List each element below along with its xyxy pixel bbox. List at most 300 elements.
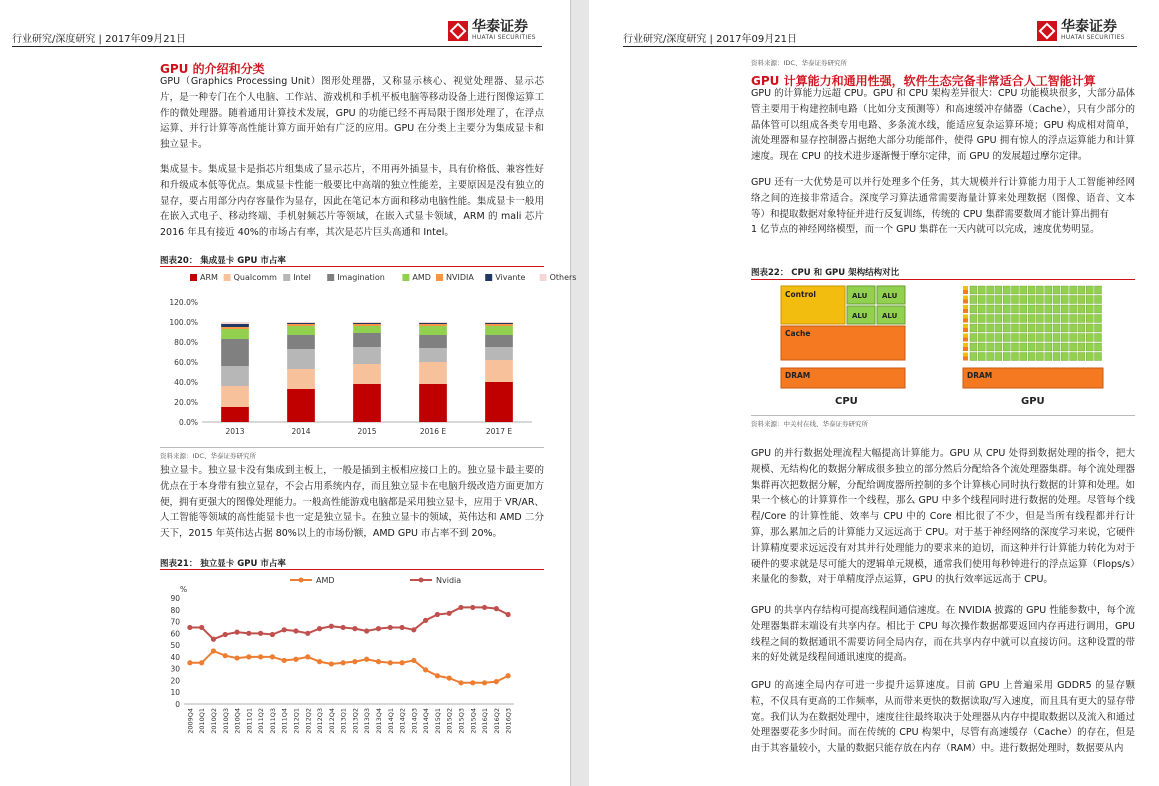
gpu-alu-cell [987, 334, 994, 342]
para5 [751, 678, 1135, 757]
gpu-cache-cell [963, 319, 968, 323]
x-tick-label: 2010Q2 [209, 708, 218, 734]
data-point [399, 660, 404, 665]
bar-segment [221, 327, 249, 329]
gpu-alu-cell [1086, 305, 1093, 313]
gpu-core-grid [963, 286, 1102, 361]
para4 [751, 603, 1135, 666]
gpu-alu-cell [1012, 334, 1019, 342]
data-point [447, 675, 452, 680]
bar-segment [419, 322, 447, 323]
data-point [494, 606, 499, 611]
gpu-alu-cell [978, 324, 985, 332]
data-point [341, 660, 346, 665]
gpu-alu-cell [1045, 334, 1052, 342]
y-tick-label: 20 [170, 676, 180, 686]
gpu-alu-cell [1053, 296, 1060, 304]
y-tick-label: 60 [170, 629, 180, 639]
intro-paragraph [160, 74, 544, 153]
para2 [751, 175, 1135, 238]
x-tick-label: 2010Q4 [233, 708, 242, 734]
gpu-alu-cell [1036, 324, 1043, 332]
discrete-paragraph [160, 463, 544, 542]
gpu-alu-cell [978, 286, 985, 294]
x-tick-label: 2011Q3 [268, 708, 277, 734]
gpu-alu-cell [1020, 305, 1027, 313]
para1-text: GPU 的计算能力远超 CPU。GPU 和 CPU 架构差异很大：CPU 功能模块很多，大部分晶体管主要用于构建控制电路（比如分支预测等）和高速缓冲存储器（Cache），只有少部分的晶体管可以组成各类专用电路、多条流水线，能适应复杂运算环境；GPU 构成相对简单，流处理器和显存控制器占据绝大部分功能部件，使得 GPU 拥有惊人的浮点运算能力和计算速度。现在 CPU 的技术进步逐渐慢于摩尔定律，而 GPU 的发展超过摩尔定律。 [751, 88, 1135, 163]
gpu-alu-cell [995, 296, 1002, 304]
x-tick-label: 2015 [357, 427, 377, 436]
data-point [282, 627, 287, 632]
dram-label: DRAM [785, 371, 811, 380]
bar-segment [221, 407, 249, 422]
gpu-alu-cell [1086, 315, 1093, 323]
gpu-alu-cell [1086, 334, 1093, 342]
data-point [317, 626, 322, 631]
bar-segment [287, 326, 315, 335]
logo-cn: 华泰证券 [1061, 19, 1117, 35]
y-tick-label: 60.0% [174, 358, 198, 367]
gpu-alu-cell [1078, 324, 1085, 332]
bar-segment [353, 364, 381, 384]
figure20-bottom-rule [160, 447, 544, 448]
header-text-right: 行业研究/深度研究 | 2017年09月21日 [623, 34, 797, 45]
bar-segment [419, 326, 447, 335]
gpu-alu-cell [970, 296, 977, 304]
data-point [211, 637, 216, 642]
gpu-alu-cell [1061, 296, 1068, 304]
gpu-alu-cell [1053, 324, 1060, 332]
gpu-alu-cell [1036, 286, 1043, 294]
data-point [470, 680, 475, 685]
gpu-alu-cell [1095, 353, 1102, 361]
bar-segment [485, 347, 513, 360]
gpu-alu-cell [1036, 315, 1043, 323]
figure20-title: 图表20： 集成显卡 GPU 市占率 [160, 256, 286, 266]
x-tick-label: 2012Q1 [292, 708, 301, 734]
gpu-cache-cell [963, 357, 968, 361]
y-tick-label: 80 [170, 605, 180, 615]
alu-label: ALU [882, 292, 898, 300]
legend-label: Qualcomm [233, 273, 277, 282]
gpu-alu-cell [1086, 353, 1093, 361]
data-point [234, 630, 239, 635]
data-point [470, 605, 475, 610]
gpu-alu-cell [1012, 305, 1019, 313]
header-rule-right [623, 46, 1137, 47]
gpu-alu-cell [1086, 296, 1093, 304]
x-tick-label: 2014 [291, 427, 311, 436]
bar-segment [353, 347, 381, 364]
y-tick-label: 90 [170, 594, 180, 603]
gpu-alu-cell [987, 305, 994, 313]
bar-segment [287, 335, 315, 349]
para4-text: GPU 的共享内存结构可提高线程间通信速度。在 NVIDIA 披露的 GPU 性能参数中，每个流处理器集群末端设有共享内存。相比于 CPU 每次操作数据都要返回内存再进行调用，GPU 线程之间的数据通讯不需要访问全局内存，而在共享内存中就可以直接访问。这种设置的带来的好处就是线程间通讯速度的提高。 [751, 605, 1135, 664]
gpu-alu-cell [987, 296, 994, 304]
bar-segment [353, 324, 381, 326]
gpu-cache-cell [963, 290, 968, 294]
data-point [223, 653, 228, 658]
x-tick-label: 2009Q4 [186, 708, 195, 734]
gpu-alu-cell [987, 324, 994, 332]
x-tick-label: 2013Q3 [363, 708, 372, 734]
gpu-alu-cell [1086, 343, 1093, 351]
gpu-alu-cell [1095, 334, 1102, 342]
bar-segment [419, 324, 447, 326]
para3 [751, 446, 1135, 588]
data-point [246, 654, 251, 659]
bar-segment [419, 348, 447, 362]
x-tick-label: 2016 E [419, 427, 447, 436]
gpu-alu-cell [1053, 353, 1060, 361]
gpu-alu-cell [1086, 324, 1093, 332]
legend-swatch [436, 274, 443, 281]
data-point [305, 631, 310, 636]
y-tick-label: 40.0% [174, 378, 198, 387]
gpu-alu-cell [987, 315, 994, 323]
data-point [305, 654, 310, 659]
legend-swatch [283, 274, 290, 281]
data-point [447, 611, 452, 616]
gpu-alu-cell [1036, 305, 1043, 313]
x-tick-label: 2014Q4 [422, 708, 431, 734]
data-point [376, 626, 381, 631]
x-tick-label: 2016Q3 [504, 708, 513, 734]
bar-segment [221, 329, 249, 339]
figure22-bottom-rule [751, 415, 1135, 416]
bar-segment [287, 369, 315, 389]
gpu-alu-cell [1036, 353, 1043, 361]
y-tick-label: 0.0% [178, 418, 198, 427]
bar-segment [485, 323, 513, 324]
data-point [411, 658, 416, 663]
bar-segment [353, 326, 381, 333]
huatai-logo-icon [448, 21, 468, 41]
y-tick-label: 50 [170, 641, 180, 651]
gpu-alu-cell [1028, 286, 1035, 294]
data-point [293, 657, 298, 662]
para5-text: GPU 的高速全局内存可进一步提升运算速度。目前 GPU 上普遍采用 GDDR5 的显存颗粒，不仅具有更高的工作频率，从而带来更快的数据读取/写入速度，而且具有更大的显存带宽。我们认为在数据处理中，速度往往最终取决于处理器从内存中提取数据以及流入和通过处理器要花多少时间。而在传统的 CPU 构架中，尽管有高速缓存（Cache）的存在，但是由于其容量较小，大量的数据只能存放在内存（RAM）中。进行数据处理时，数据要从内 [751, 680, 1135, 755]
bar-segment [419, 335, 447, 348]
gpu-alu-cell [995, 353, 1002, 361]
data-point [435, 673, 440, 678]
left-page [0, 0, 577, 786]
y-tick-label: 20.0% [174, 398, 198, 407]
gpu-alu-cell [1061, 353, 1068, 361]
gpu-alu-cell [1095, 315, 1102, 323]
gpu-alu-cell [1020, 286, 1027, 294]
data-point [482, 680, 487, 685]
huatai-logo-icon [1037, 21, 1057, 41]
y-tick-label: 40 [170, 652, 180, 662]
gpu-alu-cell [1045, 353, 1052, 361]
data-point [282, 658, 287, 663]
gpu-alu-cell [1053, 343, 1060, 351]
gpu-alu-cell [1003, 353, 1010, 361]
huatai-logo [448, 20, 536, 41]
legend-label: Vivante [495, 273, 526, 282]
gpu-alu-cell [1078, 315, 1085, 323]
gpu-alu-cell [978, 296, 985, 304]
bar-segment [485, 324, 513, 326]
data-point [364, 628, 369, 633]
gpu-cache-cell [963, 328, 968, 332]
gpu-label: GPU [1021, 396, 1045, 407]
bar-segment [287, 324, 315, 326]
data-point [258, 654, 263, 659]
gpu-alu-cell [1036, 334, 1043, 342]
data-point [329, 661, 334, 666]
y-axis-label: % [180, 585, 188, 594]
bar-segment [419, 384, 447, 422]
gpu-cache-cell [963, 338, 968, 342]
intro-text: GPU（Graphics Processing Unit）图形处理器，又称显示核心、视觉处理器、显示芯片，是一种专门在个人电脑、工作站、游戏机和手机平板电脑等移动设备上进行图像运算工作的微处理器。随着通用计算技术发展，GPU 的功能已经不再局限于图形处理了，在浮点运算、并行计算等高性能计算方面开始有广泛的应用。GPU 在分类上主要分为集成显卡和独立显卡。 [160, 76, 544, 151]
data-point [199, 625, 204, 630]
gpu-alu-cell [970, 343, 977, 351]
gpu-alu-cell [1028, 343, 1035, 351]
gpu-alu-cell [1078, 305, 1085, 313]
gpu-alu-cell [1003, 324, 1010, 332]
bar-segment [221, 366, 249, 386]
x-tick-label: 2016Q2 [492, 708, 501, 734]
gpu-alu-cell [1028, 324, 1035, 332]
control-label: Control [785, 290, 817, 299]
data-point [423, 667, 428, 672]
figure20-source: 资料来源：IDC、华泰证券研究所 [160, 452, 256, 460]
gpu-alu-cell [1078, 296, 1085, 304]
x-tick-label: 2015Q3 [457, 708, 466, 734]
gpu-alu-cell [1003, 296, 1010, 304]
gpu-alu-cell [995, 286, 1002, 294]
x-tick-label: 2012Q3 [316, 708, 325, 734]
gpu-alu-cell [1012, 353, 1019, 361]
bar-segment [287, 322, 315, 323]
data-point [223, 632, 228, 637]
legend-marker [299, 578, 304, 583]
legend-label: AMD [316, 576, 335, 585]
gpu-alu-cell [1061, 334, 1068, 342]
gpu-alu-cell [1028, 305, 1035, 313]
legend-swatch [190, 274, 197, 281]
gpu-alu-cell [1061, 286, 1068, 294]
para1 [751, 86, 1135, 165]
gpu-alu-cell [970, 286, 977, 294]
gpu-alu-cell [978, 315, 985, 323]
bar-segment [353, 384, 381, 422]
bar-segment [221, 322, 249, 324]
figure22-source: 资料来源：中关村在线、华泰证券研究所 [751, 420, 868, 428]
data-point [246, 631, 251, 636]
gpu-alu-cell [978, 353, 985, 361]
gpu-alu-cell [970, 315, 977, 323]
alu-label: ALU [882, 312, 898, 320]
para2b-text: 1 亿节点的神经网络模型，而一个 GPU 集群在一天内就可以完成，速度优势明显。 [751, 224, 1100, 236]
gpu-cache-cell [963, 309, 968, 313]
data-point [352, 626, 357, 631]
gpu-alu-cell [1012, 296, 1019, 304]
gpu-alu-cell [1003, 286, 1010, 294]
bar-segment [353, 333, 381, 347]
gpu-alu-cell [1028, 334, 1035, 342]
gpu-alu-cell [1003, 343, 1010, 351]
gpu-alu-cell [1012, 324, 1019, 332]
gpu-alu-cell [995, 334, 1002, 342]
bar-segment [221, 324, 249, 327]
bar-segment [485, 335, 513, 347]
legend-swatch [327, 274, 334, 281]
bar-segment [419, 362, 447, 384]
data-point [211, 648, 216, 653]
gpu-alu-cell [1070, 353, 1077, 361]
legend-swatch [485, 274, 492, 281]
cpu-label: CPU [835, 396, 858, 407]
data-point [388, 660, 393, 665]
x-tick-label: 2010Q1 [198, 708, 207, 734]
figure22-rule [751, 279, 1135, 280]
x-tick-label: 2011Q2 [257, 708, 266, 734]
y-tick-label: 0 [175, 700, 180, 709]
y-tick-label: 80.0% [174, 338, 198, 347]
legend-swatch [224, 274, 231, 281]
gpu-cache-cell [963, 300, 968, 304]
bar-segment [485, 382, 513, 422]
y-tick-label: 30 [170, 664, 180, 674]
gpu-alu-cell [1036, 296, 1043, 304]
logo-cn: 华泰证券 [472, 19, 528, 35]
para3-text: GPU 的并行数据处理流程大幅提高计算能力。GPU 从 CPU 处得到数据处理的指令，把大规模、无结构化的数据分解成很多独立的部分然后分配给各个流处理器集群。每个流处理器集群再次把数据分解，分配给调度器所控制的多个计算核心同时执行数据的计算和处理。如果一个核心的计算算作一个线程，那么 GPU 中多个线程同时进行数据的处理。尽管每个线程/Core 的计算性能、效率与 CPU 中的 Core 相比很了不少，但是当所有线程都并行计算，那么累加之后的计算能力又远远高于 CPU。对于基于神经网络的深度学习来说，它硬件计算精度要求远远没有对其并行处理能力的要求来的迫切，而这种并行计算能力转化为对于硬件的要求就是尽可能大的逻辑单元规模，通常我们使用每秒钟进行的浮点运算（Flops/s）来量化的参数，对于单精度浮点运算，GPU 的执行效率远远高于 CPU。 [751, 448, 1135, 586]
gpu-alu-cell [995, 305, 1002, 313]
x-tick-label: 2011Q1 [245, 708, 254, 734]
gpu-alu-cell [1020, 353, 1027, 361]
gpu-cache-cell [963, 347, 968, 351]
gpu-alu-cell [1003, 305, 1010, 313]
x-tick-label: 2013Q4 [374, 708, 383, 734]
x-tick-label: 2013Q1 [339, 708, 348, 734]
gpu-alu-cell [1045, 343, 1052, 351]
bar-segment [485, 322, 513, 323]
gpu-alu-cell [1070, 315, 1077, 323]
data-point [270, 632, 275, 637]
gpu-alu-cell [987, 343, 994, 351]
gpu-alu-cell [1028, 353, 1035, 361]
integrated-text: 集成显卡。集成显卡是指芯片组集成了显示芯片，不用再外插显卡，具有价格低、兼容性好和升级成本低等优点。集成显卡性能一般要比中高端的独立性能差，主要原因是没有独立的显存，要占用部分内存容量作为显存，因此在笔记本方面和移动电脑性能。集成显卡一般用在嵌入式电子、移动终端、手机射频芯片等领域，在嵌入式显卡领域，ARM 的 mali 芯片 2016 年具有接近 40%的市场占有率，其次是芯片巨头高通和 Intel。 [160, 164, 544, 239]
legend-label: Nvidia [436, 576, 462, 585]
gpu-alu-cell [1078, 286, 1085, 294]
gpu-alu-cell [1020, 324, 1027, 332]
x-tick-label: 2010Q3 [221, 708, 230, 734]
bar-segment [221, 386, 249, 407]
gpu-alu-cell [995, 324, 1002, 332]
gpu-alu-cell [978, 305, 985, 313]
integrated-paragraph [160, 162, 544, 241]
bar-segment [221, 339, 249, 366]
alu-label: ALU [852, 292, 868, 300]
gpu-alu-cell [1086, 286, 1093, 294]
legend-swatch [540, 274, 547, 281]
legend-label: Intel [293, 273, 311, 282]
bar-segment [353, 322, 381, 323]
data-point [341, 625, 346, 630]
right-page [589, 0, 1159, 786]
x-tick-label: 2015Q2 [445, 708, 454, 734]
gpu-alu-cell [1053, 305, 1060, 313]
data-point [399, 625, 404, 630]
gpu-alu-cell [1012, 286, 1019, 294]
page-gutter [570, 0, 590, 786]
y-tick-label: 100.0% [169, 318, 198, 327]
x-tick-label: 2014Q1 [386, 708, 395, 734]
gpu-alu-cell [1061, 324, 1068, 332]
data-point [329, 624, 334, 629]
gpu-alu-cell [1036, 343, 1043, 351]
gpu-alu-cell [1045, 305, 1052, 313]
data-point [364, 657, 369, 662]
source-top: 资料来源：IDC、华泰证券研究所 [751, 59, 847, 67]
line-chart [160, 572, 544, 742]
data-point [317, 659, 322, 664]
dram-label: DRAM [967, 371, 993, 380]
gpu-alu-cell [1028, 315, 1035, 323]
cpu-gpu-diagram [751, 282, 1135, 412]
legend-label: AMD [412, 273, 431, 282]
para2-text: GPU 还有一大优势是可以并行处理多个任务，其大规模并行计算能力用于人工智能神经网络之间的连接非常适合。深度学习算法通常需要海量计算来处理数据（图像、语音、文本等）和提取数据对象特征并进行反复训练，传统的 CPU 集群需要数周才能计算出拥有 [751, 177, 1135, 220]
gpu-alu-cell [1003, 315, 1010, 323]
x-tick-label: 2015Q1 [433, 708, 442, 734]
figure20-rule [160, 266, 544, 267]
gpu-alu-cell [1070, 305, 1077, 313]
legend-label: Others [549, 273, 577, 282]
x-tick-label: 2012Q2 [304, 708, 313, 734]
data-point [458, 680, 463, 685]
gpu-alu-cell [1045, 315, 1052, 323]
data-point [270, 654, 275, 659]
x-tick-label: 2017 E [485, 427, 513, 436]
gpu-alu-cell [970, 353, 977, 361]
data-point [187, 660, 192, 665]
data-point [187, 625, 192, 630]
data-point [423, 618, 428, 623]
data-point [494, 679, 499, 684]
logo-en: HUATAI SECURITIES [472, 34, 536, 41]
gpu-alu-cell [1061, 315, 1068, 323]
stacked-bar-chart [160, 270, 577, 444]
gpu-alu-cell [1095, 343, 1102, 351]
gpu-alu-cell [987, 353, 994, 361]
legend-label: Imagination [337, 273, 385, 282]
gpu-alu-cell [1020, 343, 1027, 351]
section-title-right: GPU 计算能力和通用性强，软件生态完备非常适合人工智能计算 [751, 74, 1096, 88]
gpu-alu-cell [1078, 343, 1085, 351]
gpu-alu-cell [995, 343, 1002, 351]
gpu-alu-cell [1070, 324, 1077, 332]
gpu-alu-cell [978, 334, 985, 342]
x-tick-label: 2016Q1 [481, 708, 490, 734]
gpu-alu-cell [987, 286, 994, 294]
gpu-alu-cell [1078, 334, 1085, 342]
gpu-alu-cell [995, 315, 1002, 323]
gpu-alu-cell [1028, 296, 1035, 304]
x-tick-label: 2012Q4 [327, 708, 336, 734]
gpu-alu-cell [1070, 334, 1077, 342]
header-rule [12, 46, 542, 47]
logo-en: HUATAI SECURITIES [1061, 34, 1125, 41]
data-point [199, 660, 204, 665]
header-text: 行业研究/深度研究 | 2017年09月21日 [12, 34, 186, 45]
huatai-logo-right [1037, 20, 1125, 41]
legend-swatch [402, 274, 409, 281]
y-tick-label: 10 [170, 688, 180, 698]
alu-label: ALU [852, 312, 868, 320]
